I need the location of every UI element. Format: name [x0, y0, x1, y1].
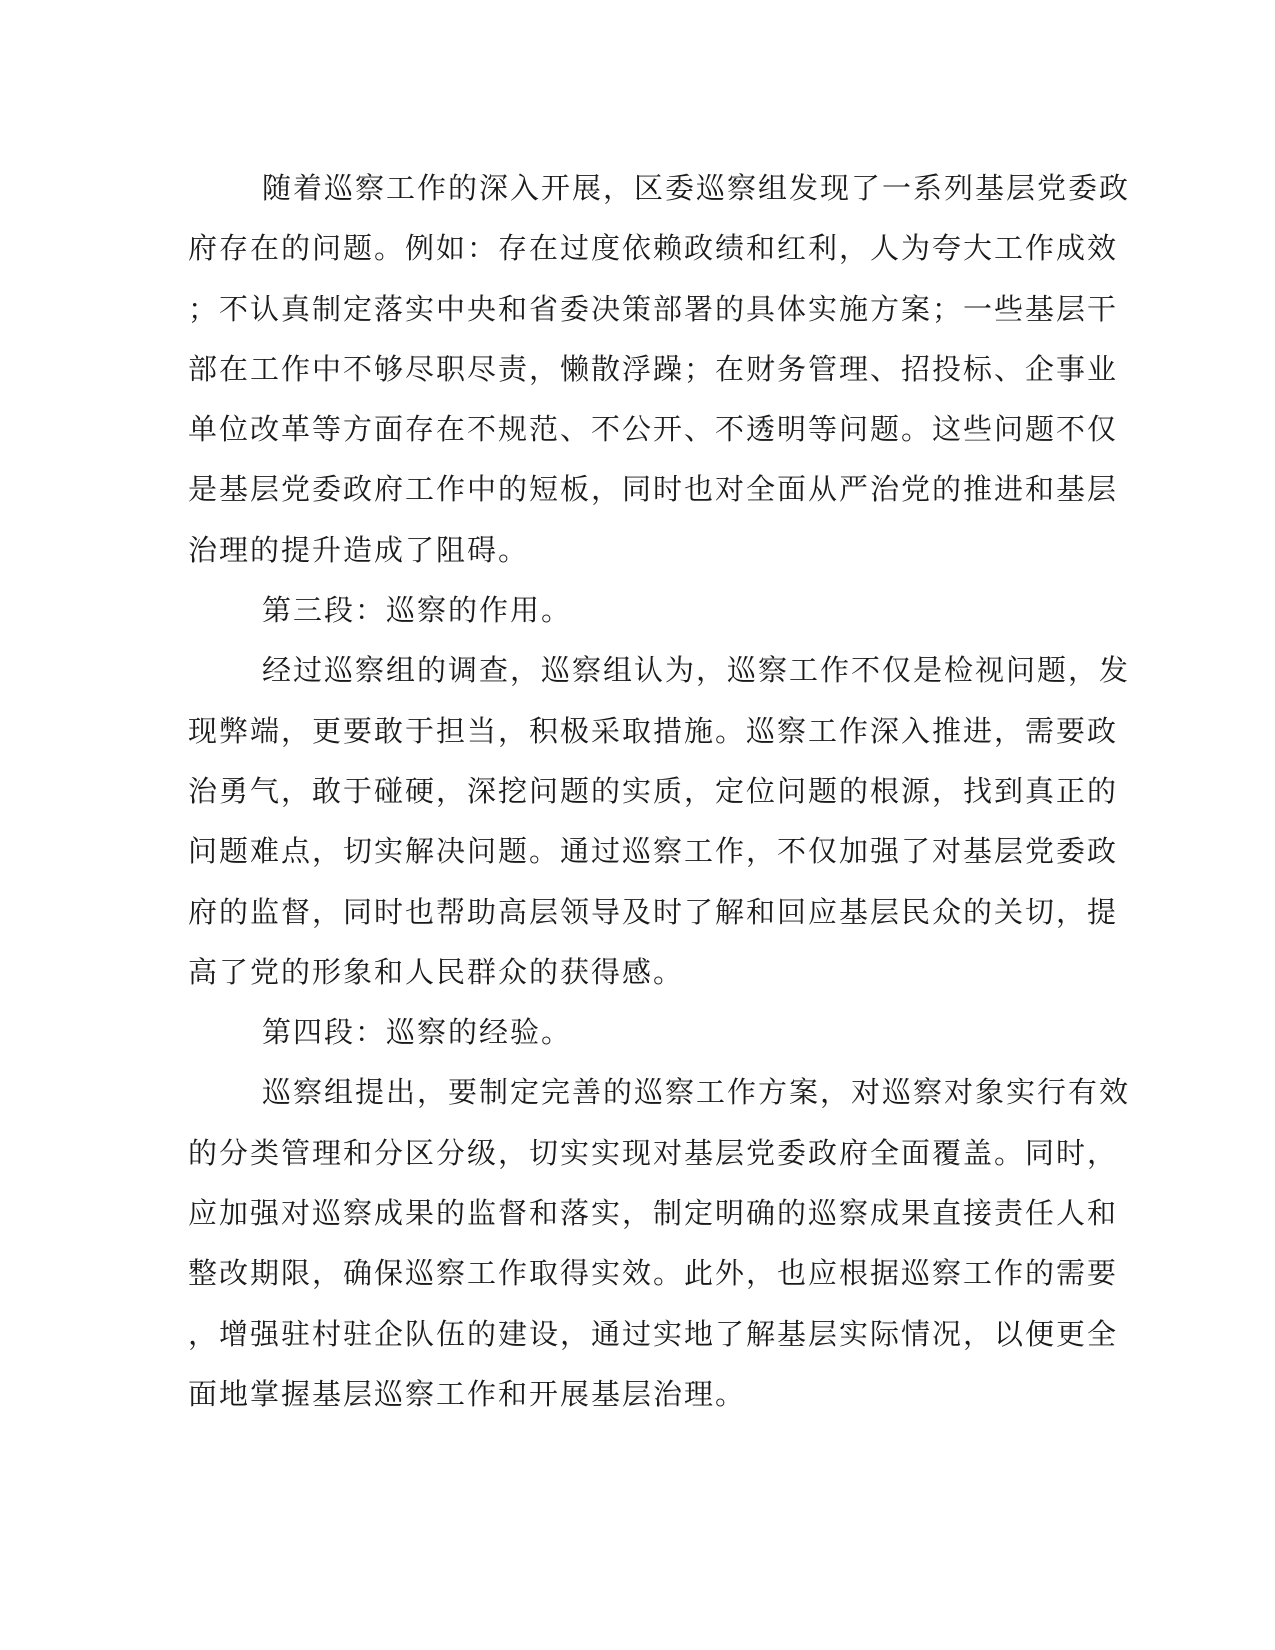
text-line: 面地掌握基层巡察工作和开展基层治理。	[188, 1376, 747, 1411]
text-line: 问题难点，切实解决问题。通过巡察工作，不仅加强了对基层党委政	[188, 834, 1119, 869]
document-body	[188, 158, 1131, 1424]
text-line: 随着巡察工作的深入开展，区委巡察组发现了一系列基层党委政	[262, 171, 1131, 205]
text-line: 高了党的形象和人民群众的获得感。	[188, 954, 685, 989]
text-line: 现弊端，更要敢于担当，积极采取措施。巡察工作深入推进，需要政	[188, 713, 1119, 748]
text-line: 的分类管理和分区分级，切实实现对基层党委政府全面覆盖。同时，	[188, 1135, 1119, 1170]
text-line: 治理的提升造成了阻碍。	[188, 532, 530, 567]
section-heading: 第三段：巡察的作用。	[262, 593, 573, 628]
text-line: 整改期限，确保巡察工作取得实效。此外，也应根据巡察工作的需要	[188, 1256, 1119, 1291]
text-line: ；不认真制定落实中央和省委决策部署的具体实施方案；一些基层干	[188, 291, 1119, 326]
text-line: 是基层党委政府工作中的短板，同时也对全面从严治党的推进和基层	[188, 472, 1119, 507]
text-line: 部在工作中不够尽职尽责，懒散浮躁；在财务管理、招投标、企事业	[188, 351, 1119, 386]
text-line: 巡察组提出，要制定完善的巡察工作方案，对巡察对象实行有效	[262, 1075, 1131, 1110]
text-line: 府的监督，同时也帮助高层领导及时了解和回应基层民众的关切，提	[188, 894, 1119, 929]
text-line: 治勇气，敢于碰硬，深挖问题的实质，定位问题的根源，找到真正的	[188, 773, 1119, 808]
text-line: 府存在的问题。例如：存在过度依赖政绩和红利，人为夸大工作成效	[188, 231, 1119, 266]
text-line: 经过巡察组的调查，巡察组认为，巡察工作不仅是检视问题，发	[262, 653, 1131, 688]
text-line: 应加强对巡察成果的监督和落实，制定明确的巡察成果直接责任人和	[188, 1196, 1119, 1231]
section-heading: 第四段：巡察的经验。	[262, 1015, 573, 1050]
text-line: 单位改革等方面存在不规范、不公开、不透明等问题。这些问题不仅	[188, 412, 1119, 447]
text-line: ，增强驻村驻企队伍的建设，通过实地了解基层实际情况，以便更全	[188, 1316, 1119, 1351]
